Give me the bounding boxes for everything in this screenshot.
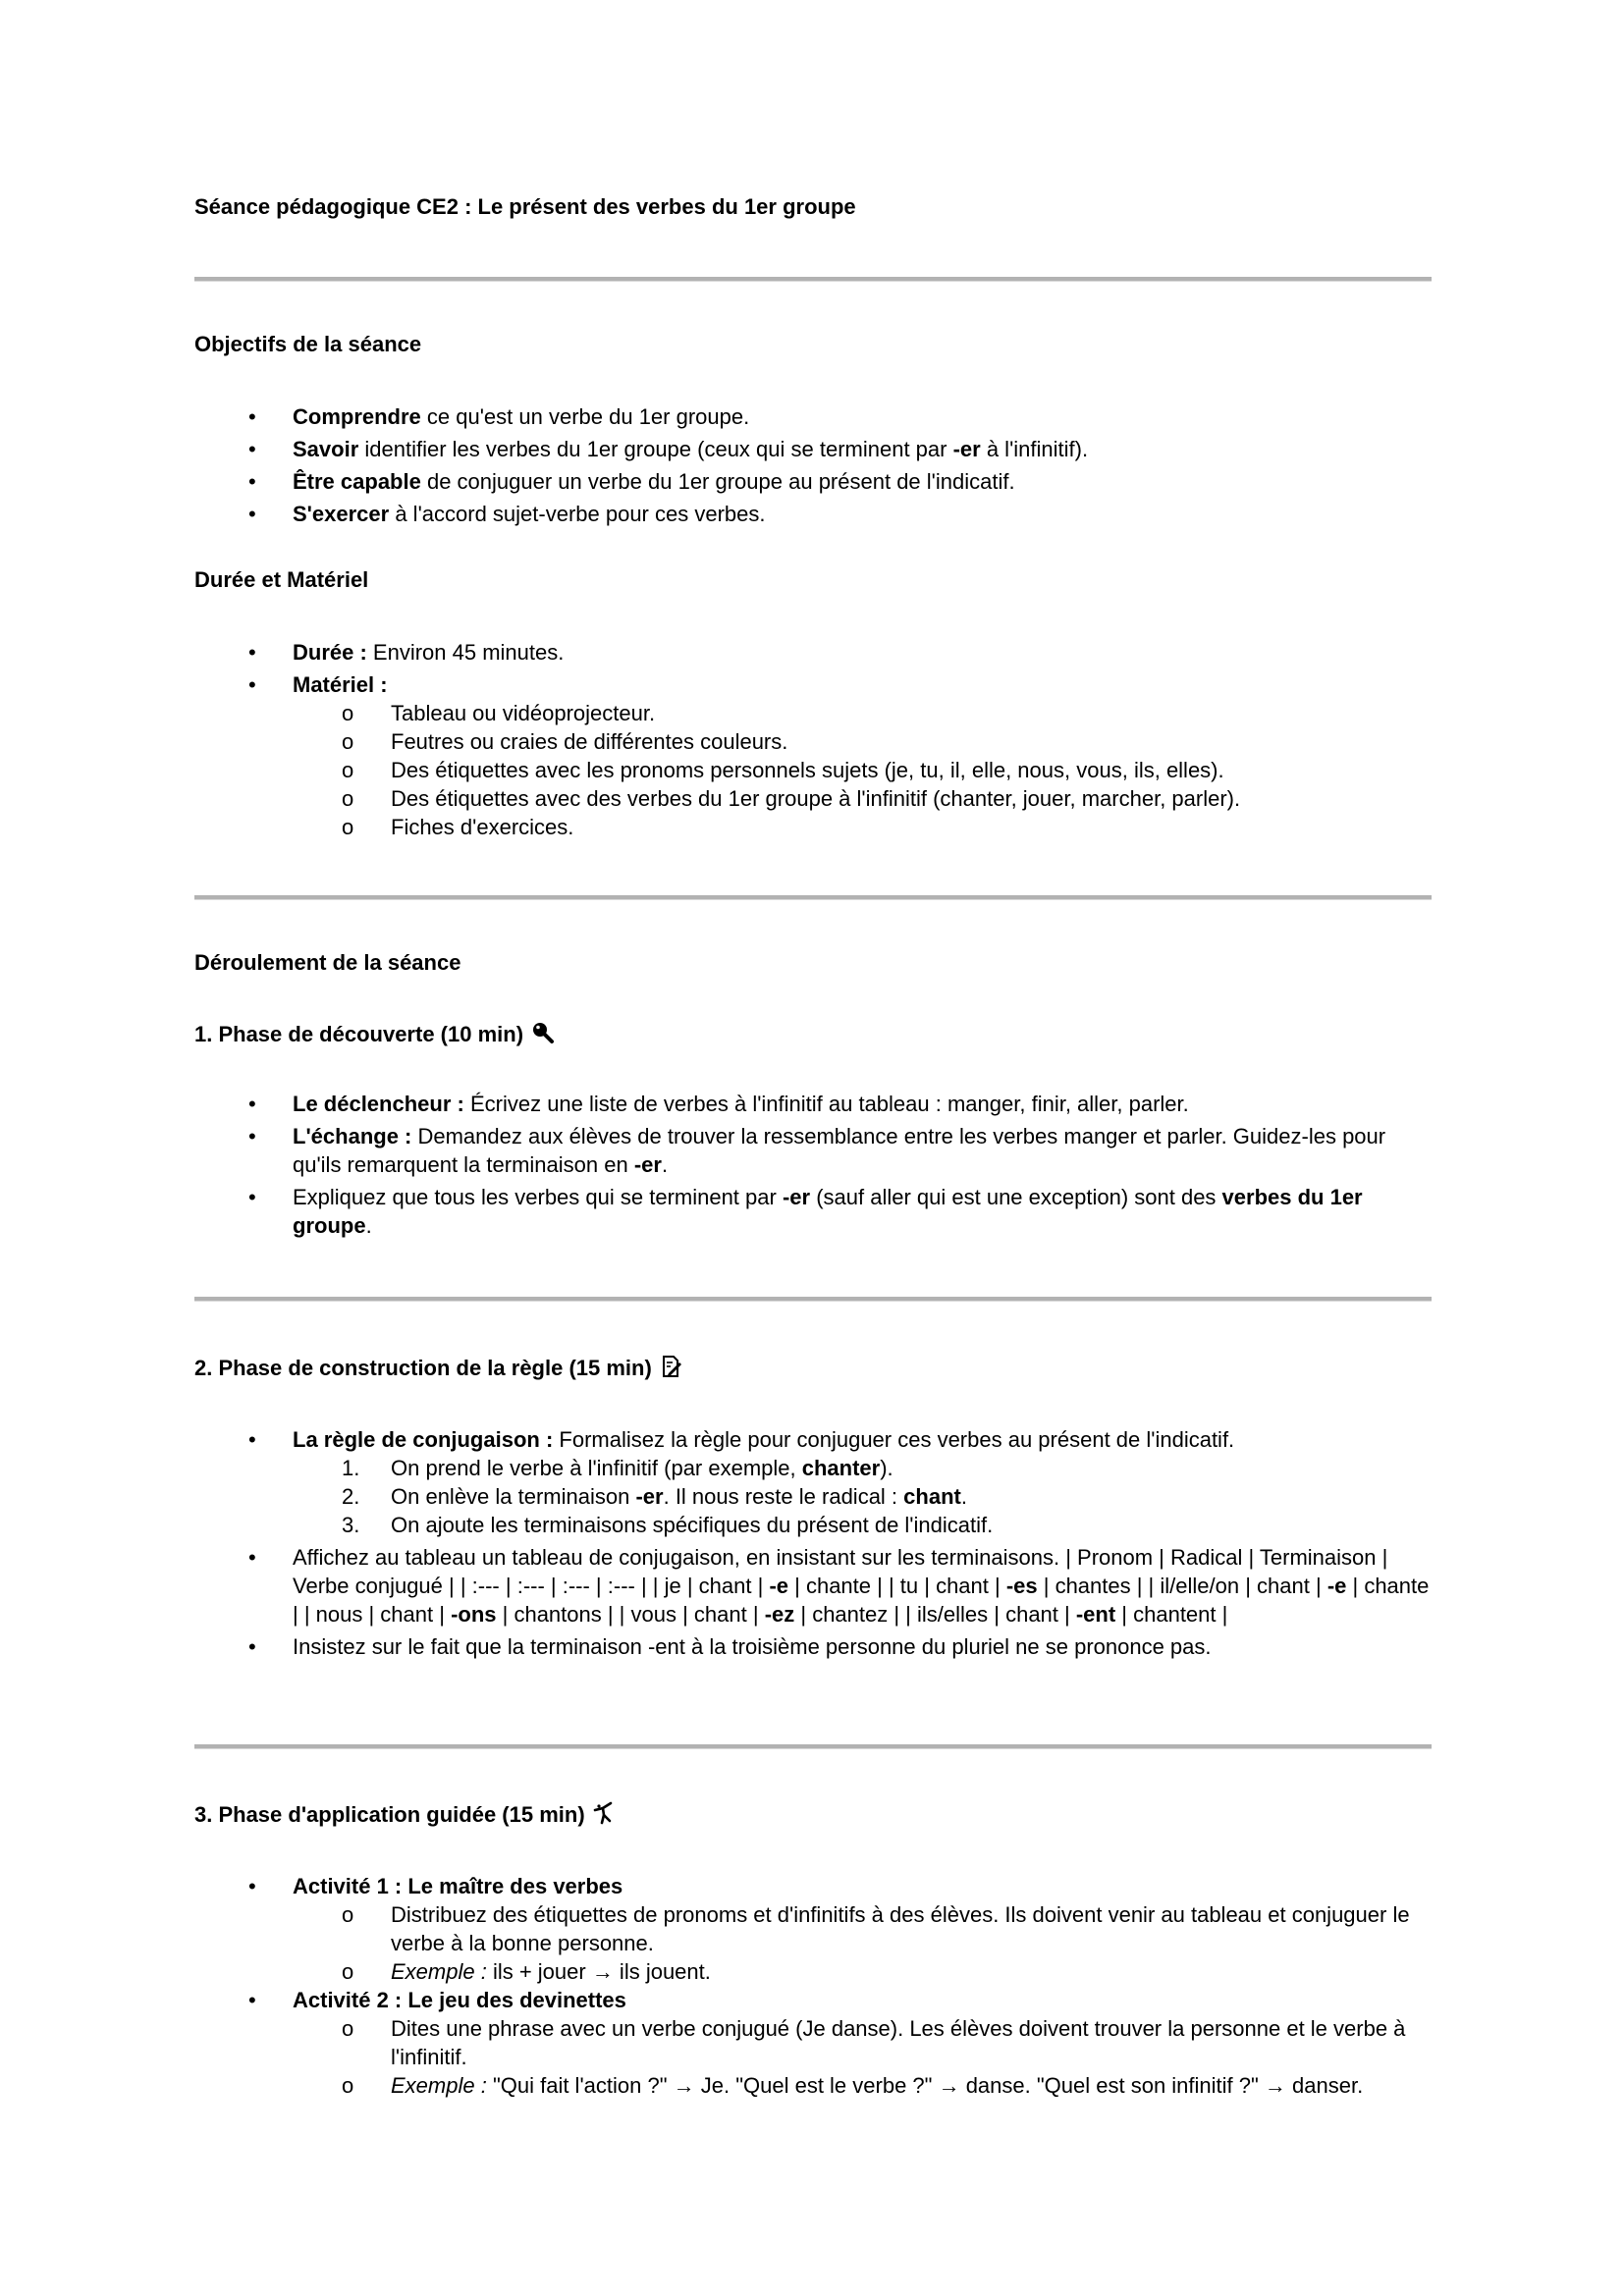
item-bold: S'exercer: [293, 502, 390, 526]
phase-2-title: 2. Phase de construction de la règle (15 min): [194, 1356, 652, 1380]
ending-bold: -ent: [1075, 1602, 1116, 1627]
ending-bold: -e: [769, 1574, 789, 1598]
list-item-materiel: [194, 670, 1432, 841]
item-text: Des étiquettes avec les pronoms personnels sujets (je, tu, il, elle, nous, vous, ils, elles).: [391, 758, 1224, 782]
bullet-icon: •: [248, 1874, 256, 1898]
item-text: "Qui fait l'action ?" → Je. "Quel est le verbe ?" → danse. "Quel est son infinitif ?" → danser.: [486, 2073, 1364, 2098]
list-item: [194, 467, 1432, 496]
table-text-segment: | chantons | | vous | chant |: [496, 1602, 765, 1627]
item-bold: chant: [903, 1484, 961, 1509]
step-item: [194, 1454, 1432, 1482]
item-bold: chanter: [801, 1456, 881, 1480]
phase-2-list: [194, 1425, 1432, 1665]
phase-3-title: 3. Phase d'application guidée (15 min): [194, 1802, 585, 1827]
magnifying-glass-icon: [531, 1021, 555, 1044]
item-text: Insistez sur le fait que la terminaison -ent à la troisième personne du pluriel ne se prononce pas.: [293, 1634, 1212, 1659]
item-text: Expliquez que tous les verbes qui se terminent par: [293, 1185, 783, 1209]
item-bold: La règle de conjugaison :: [293, 1427, 554, 1452]
table-text-segment: Affichez au tableau un tableau de conjugaison, en insistant sur les terminaisons. | Pronom | Radical | Terminaison | Verbe conjugué | | :--- | :--- | :--- | :--- | | je | chant |: [293, 1545, 1388, 1598]
duree-value: Environ 45 minutes.: [366, 640, 565, 665]
sublist-item: [194, 1900, 1432, 1957]
sublist-item: [194, 756, 1432, 784]
ending-bold: -ez: [764, 1602, 795, 1627]
materiel-sublist: [293, 699, 1432, 841]
list-item: [194, 1090, 1432, 1118]
item-bold: -er: [633, 1152, 662, 1177]
item-bold: verbes du 1er groupe: [293, 1185, 1363, 1238]
phase-2-heading: [194, 1355, 683, 1381]
sublist-item: [194, 699, 1432, 727]
sublist-item: [194, 2014, 1432, 2071]
sublist-item: [194, 2071, 1432, 2100]
item-bold: Le déclencheur :: [293, 1092, 464, 1116]
section-heading-objectifs: Objectifs de la séance: [194, 332, 422, 356]
item-text: ils + jouer → ils jouent.: [486, 1959, 711, 1984]
step-number: 1.: [342, 1456, 360, 1480]
memo-pencil-icon: [660, 1355, 683, 1378]
item-text: à l'accord sujet-verbe pour ces verbes.: [389, 502, 766, 526]
circle-bullet-icon: o: [342, 1959, 354, 1984]
item-text: Tableau ou vidéoprojecteur.: [391, 701, 656, 725]
bullet-icon: •: [248, 1988, 256, 2012]
conjugation-table-text: [293, 1545, 1429, 1627]
circle-bullet-icon: o: [342, 729, 354, 754]
table-text-segment: | chante | | tu | chant |: [788, 1574, 1006, 1598]
item-bold: L'échange :: [293, 1124, 412, 1148]
example-label: Exemple :: [391, 2073, 487, 2098]
item-text: .: [960, 1484, 967, 1509]
ending-bold: -ons: [451, 1602, 497, 1627]
bullet-icon: •: [248, 1092, 256, 1116]
item-text: (sauf aller qui est une exception) sont des: [810, 1185, 1222, 1209]
bullet-icon: •: [248, 404, 256, 429]
item-bold: Comprendre: [293, 404, 421, 429]
bullet-icon: •: [248, 1185, 256, 1209]
item-text: . Il nous reste le radical :: [663, 1484, 904, 1509]
circle-bullet-icon: o: [342, 1902, 354, 1927]
list-item: [194, 500, 1432, 528]
table-text-segment: | chante | | nous | chant |: [293, 1574, 1430, 1627]
item-text: On ajoute les terminaisons spécifiques du présent de l'indicatif.: [391, 1513, 994, 1537]
horizontal-rule: [194, 1297, 1432, 1302]
phase-1-heading: [194, 1021, 555, 1047]
example-label: Exemple :: [391, 1959, 487, 1984]
objectifs-list: [194, 402, 1432, 532]
activity-title: Activité 2 : Le jeu des devinettes: [293, 1988, 626, 2012]
bullet-icon: •: [248, 1427, 256, 1452]
table-text-segment: | chantez | | ils/elles | chant |: [794, 1602, 1076, 1627]
item-text: Distribuez des étiquettes de pronoms et d'infinitifs à des élèves. Ils doivent venir au tableau et conjuguer le verbe à la bonne personne.: [391, 1902, 1410, 1955]
activity-item: [194, 1872, 1432, 1986]
activity-title: Activité 1 : Le maître des verbes: [293, 1874, 623, 1898]
sublist-item: [194, 727, 1432, 756]
list-item: [194, 435, 1432, 463]
step-item: [194, 1482, 1432, 1511]
item-text: .: [661, 1152, 669, 1177]
sublist-item: [194, 784, 1432, 813]
section-heading-duree-materiel: Durée et Matériel: [194, 567, 369, 592]
bullet-icon: •: [248, 1634, 256, 1659]
phase-1-list: [194, 1090, 1432, 1244]
circle-bullet-icon: o: [342, 786, 354, 811]
sublist-item: [194, 1957, 1432, 1986]
item-text: .: [365, 1213, 372, 1238]
bullet-icon: •: [248, 469, 256, 494]
table-text-segment: | chantes | | il/elle/on | chant |: [1037, 1574, 1327, 1598]
step-item: [194, 1511, 1432, 1539]
list-item-rule: [194, 1425, 1432, 1539]
list-item: [194, 1122, 1432, 1179]
list-item-insist: [194, 1632, 1432, 1661]
list-item-duree: [194, 638, 1432, 667]
list-item-table: [194, 1543, 1432, 1629]
horizontal-rule: [194, 895, 1432, 900]
duree-label: Durée :: [293, 640, 367, 665]
item-bold: -er: [635, 1484, 664, 1509]
bullet-icon: •: [248, 1124, 256, 1148]
materiel-label: Matériel :: [293, 672, 388, 697]
sublist-item: [194, 813, 1432, 841]
activity-sublist: [293, 2014, 1432, 2100]
item-text: à l'infinitif).: [980, 437, 1089, 461]
horizontal-rule: [194, 277, 1432, 282]
rule-steps: [293, 1454, 1432, 1539]
circle-bullet-icon: o: [342, 2073, 354, 2098]
item-bold: -er: [952, 437, 981, 461]
item-text: Des étiquettes avec des verbes du 1er groupe à l'infinitif (chanter, jouer, marcher, parler).: [391, 786, 1241, 811]
horizontal-rule: [194, 1744, 1432, 1749]
cartwheel-person-icon: [593, 1801, 617, 1825]
circle-bullet-icon: o: [342, 2016, 354, 2041]
activity-sublist: [293, 1900, 1432, 1986]
item-text: Demandez aux élèves de trouver la ressemblance entre les verbes manger et parler. Guidez-les pour qu'ils remarquent la terminaison en: [293, 1124, 1386, 1177]
circle-bullet-icon: o: [342, 701, 354, 725]
item-bold: Savoir: [293, 437, 359, 461]
item-text: Dites une phrase avec un verbe conjugué (Je danse). Les élèves doivent trouver la personne et le verbe à l'infinitif.: [391, 2016, 1406, 2069]
item-text: Fiches d'exercices.: [391, 815, 574, 839]
list-item: [194, 402, 1432, 431]
activity-item: [194, 1986, 1432, 2100]
circle-bullet-icon: o: [342, 758, 354, 782]
bullet-icon: •: [248, 437, 256, 461]
item-text: identifier les verbes du 1er groupe (ceux qui se terminent par: [358, 437, 953, 461]
item-text: ).: [880, 1456, 893, 1480]
duree-materiel-list: [194, 638, 1432, 841]
item-text: Formalisez la règle pour conjuguer ces verbes au présent de l'indicatif.: [553, 1427, 1235, 1452]
table-text-segment: | chantent |: [1115, 1602, 1228, 1627]
item-text: de conjuguer un verbe du 1er groupe au présent de l'indicatif.: [420, 469, 1015, 494]
step-number: 3.: [342, 1513, 360, 1537]
page-title: Séance pédagogique CE2 : Le présent des verbes du 1er groupe: [194, 194, 856, 219]
step-number: 2.: [342, 1484, 360, 1509]
bullet-icon: •: [248, 1545, 256, 1570]
item-text: ce qu'est un verbe du 1er groupe.: [420, 404, 750, 429]
bullet-icon: •: [248, 502, 256, 526]
phase-3-heading: [194, 1801, 617, 1828]
phase-3-list: [194, 1872, 1432, 2104]
phase-1-title: 1. Phase de découverte (10 min): [194, 1022, 524, 1046]
item-text: On prend le verbe à l'infinitif (par exemple,: [391, 1456, 802, 1480]
item-text: On enlève la terminaison: [391, 1484, 636, 1509]
item-text: Feutres ou craies de différentes couleurs.: [391, 729, 788, 754]
item-bold: Être capable: [293, 469, 421, 494]
section-heading-deroulement: Déroulement de la séance: [194, 950, 461, 975]
item-text: Écrivez une liste de verbes à l'infinitif au tableau : manger, finir, aller, parler.: [463, 1092, 1189, 1116]
circle-bullet-icon: o: [342, 815, 354, 839]
item-bold: -er: [782, 1185, 811, 1209]
bullet-icon: •: [248, 640, 256, 665]
bullet-icon: •: [248, 672, 256, 697]
list-item: [194, 1183, 1432, 1240]
ending-bold: -es: [1005, 1574, 1038, 1598]
ending-bold: -e: [1326, 1574, 1347, 1598]
